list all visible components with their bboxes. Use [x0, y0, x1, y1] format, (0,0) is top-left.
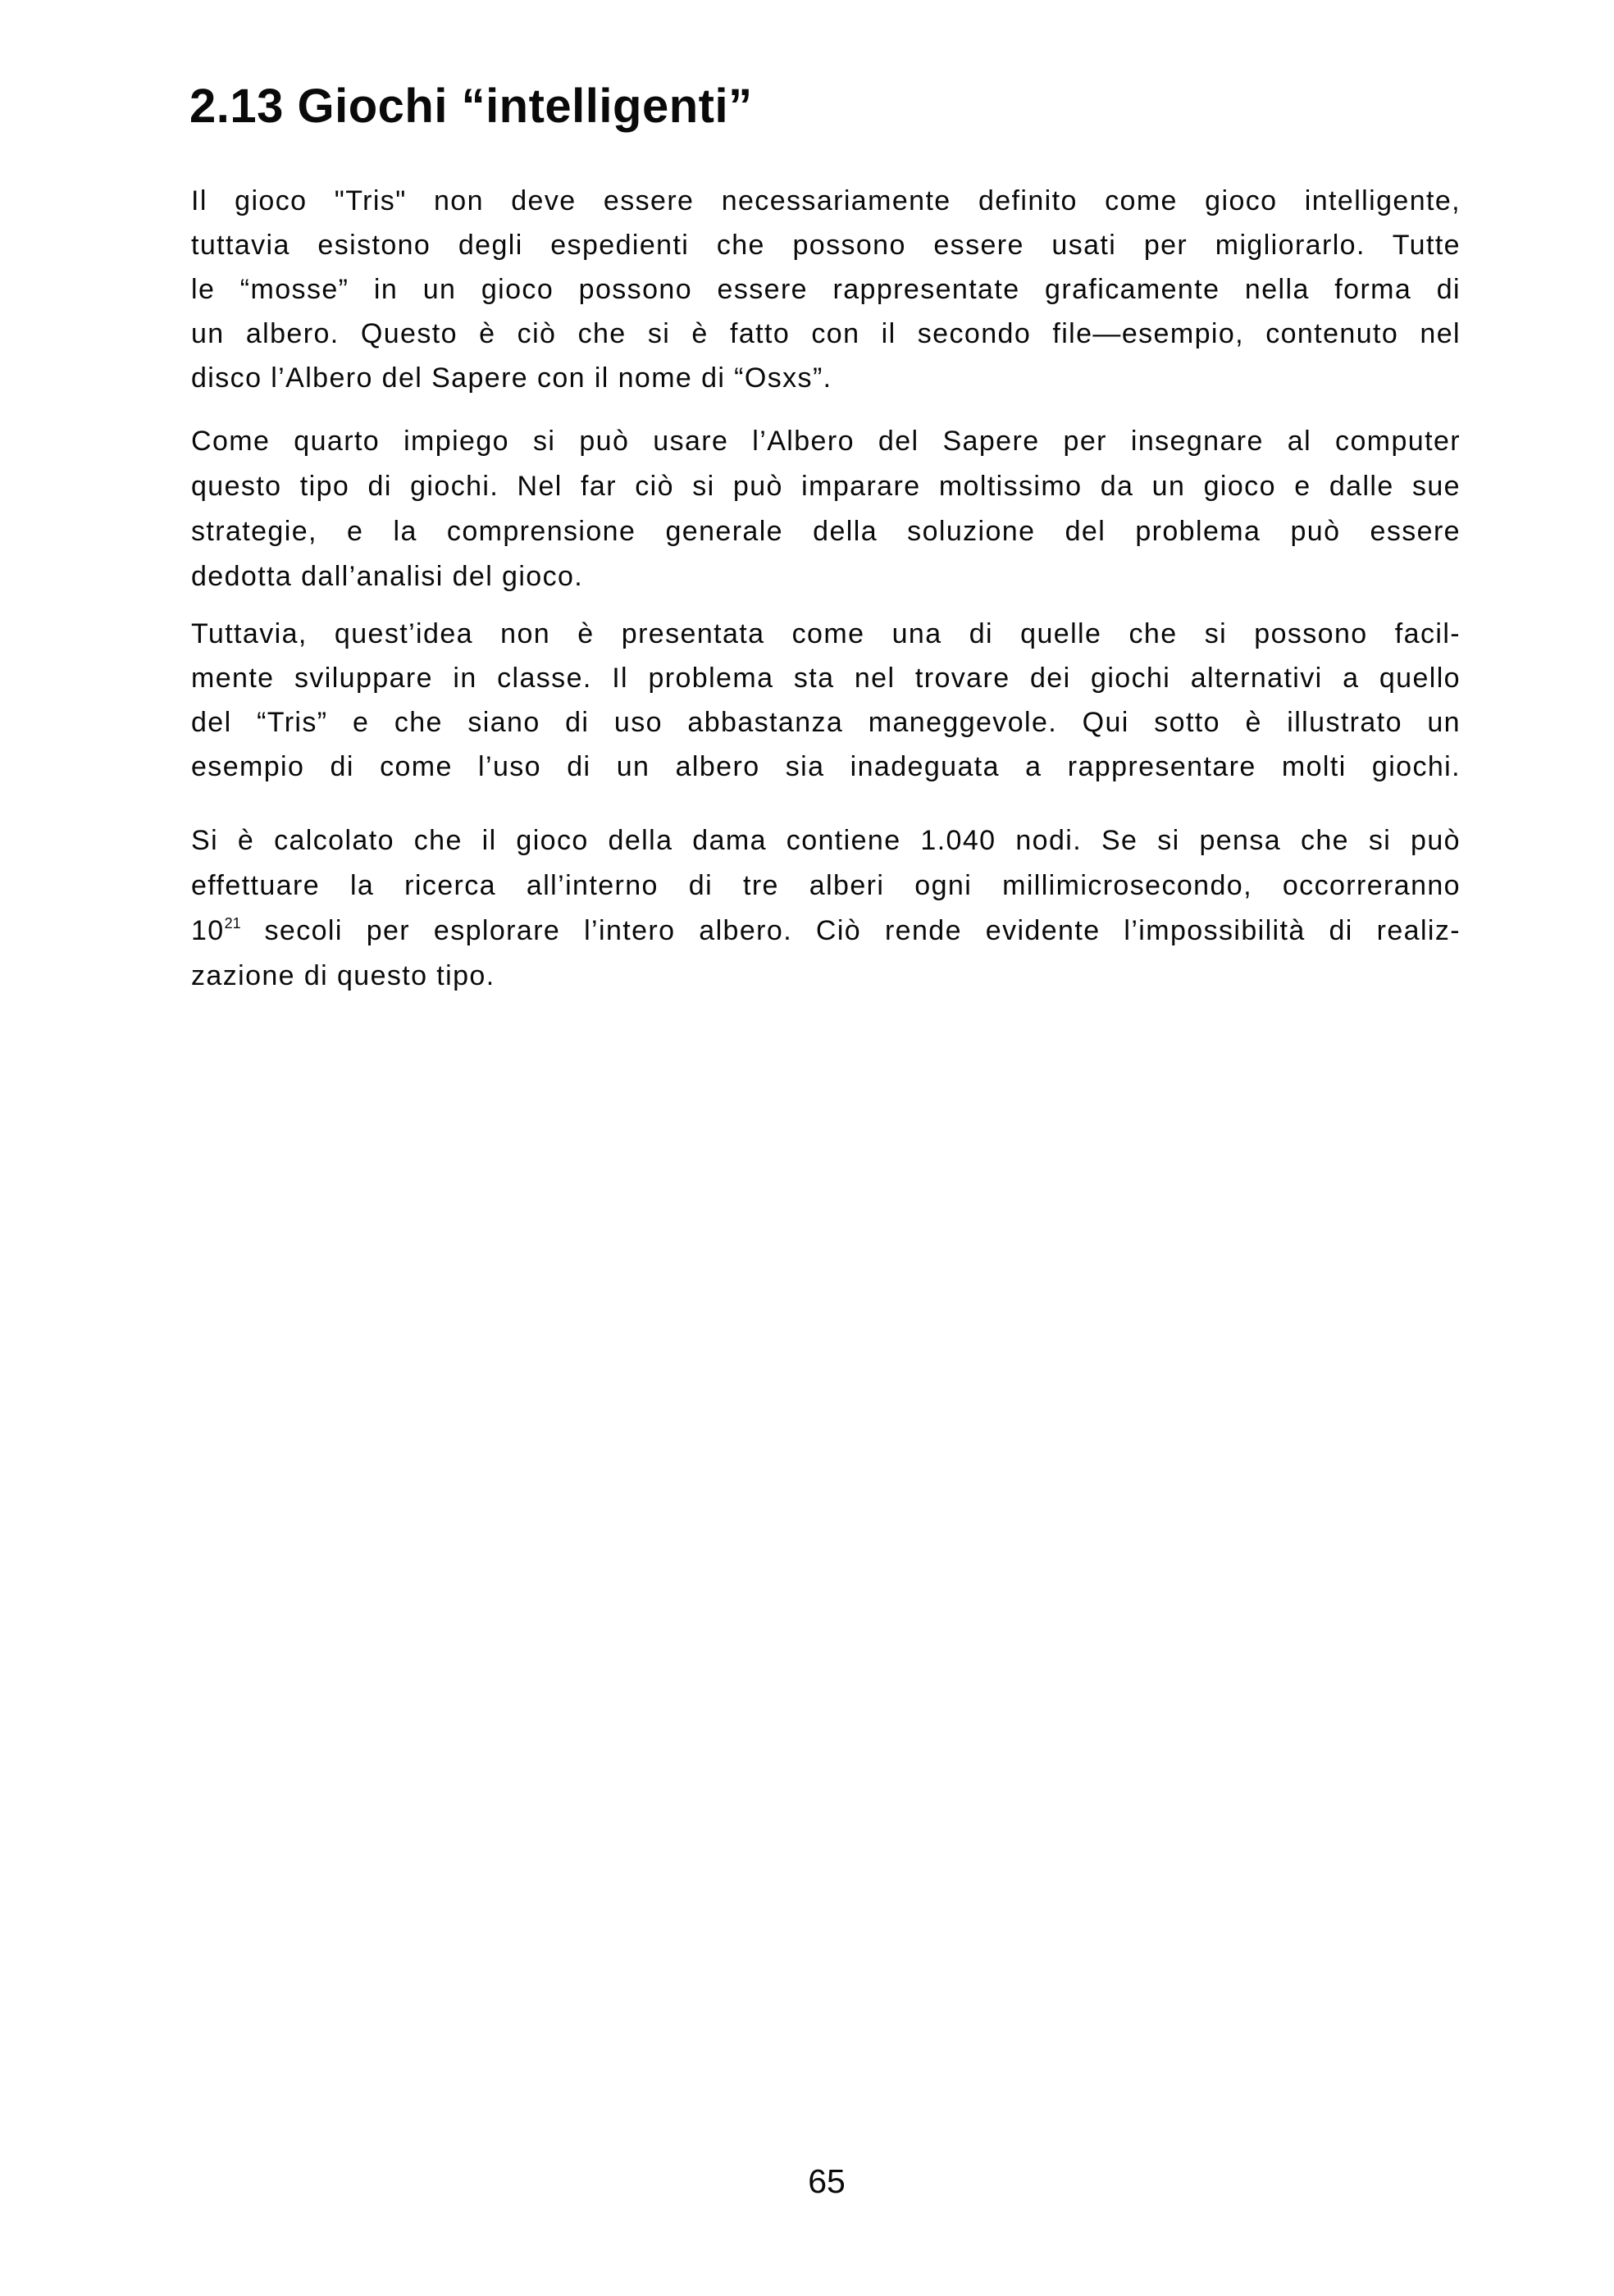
text-line: un albero. Questo è ciò che si è fatto con il secondo file—esempio, contenuto nel — [191, 318, 1461, 349]
section-title: 2.13 Giochi “intelligenti” — [189, 80, 753, 133]
text-line: del “Tris” e che siano di uso abbastanza maneggevole. Qui sotto è illustrato un — [191, 707, 1461, 738]
text-line: disco l’Albero del Sapere con il nome di “Osxs”. — [191, 362, 832, 394]
text-line: dedotta dall’analisi del gioco. — [191, 561, 584, 592]
power-exponent: 21 — [224, 915, 241, 932]
text-line — [191, 917, 1461, 945]
text-line: tuttavia esistono degli espedienti che possono essere usati per migliorarlo. Tutte — [191, 230, 1461, 261]
text-line: esempio di come l’uso di un albero sia inadeguata a rappresentare molti giochi. — [191, 751, 1461, 782]
text-line: Come quarto impiego si può usare l’Albero del Sapere per insegnare al computer — [191, 426, 1461, 457]
text-line: strategie, e la comprensione generale della soluzione del problema può essere — [191, 516, 1461, 547]
text-line: zazione di questo tipo. — [191, 960, 495, 991]
text-line: mente sviluppare in classe. Il problema sta nel trovare dei giochi alternativi a quello — [191, 663, 1461, 694]
text-line: le “mosse” in un gioco possono essere rappresentate graficamente nella forma di — [191, 274, 1461, 305]
text-line: Tuttavia, quest’idea non è presentata come una di quelle che si possono facil- — [191, 618, 1461, 649]
text-line-rest: secoli per esplorare l’intero albero. Ciò rende evidente l’impossibilità di realiz- — [264, 915, 1461, 946]
text-line: questo tipo di giochi. Nel far ciò si può imparare moltissimo da un gioco e dalle sue — [191, 471, 1461, 502]
page-number: 65 — [808, 2162, 846, 2200]
text-line: Il gioco "Tris" non deve essere necessariamente definito come gioco intelligente, — [191, 185, 1461, 216]
power-base: 10 — [191, 915, 225, 946]
text-line: Si è calcolato che il gioco della dama contiene 1.040 nodi. Se si pensa che si può — [191, 825, 1461, 856]
text-line: effettuare la ricerca all’interno di tre alberi ogni millimicrosecondo, occorreranno — [191, 870, 1461, 901]
